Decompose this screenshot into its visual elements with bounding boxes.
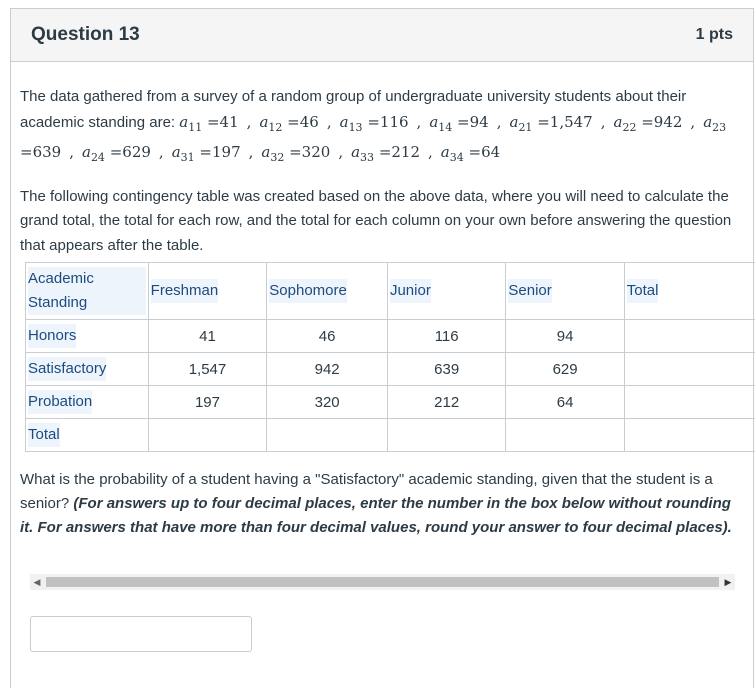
survey-values: $a_{11} =41$ , $a_{12} =46$ , $a_{13} =116$ , $a_{14} =94$ , $a_{21} =1,547$ , $a_{22} =942$ , $a_{23} =639$ , $a_{24} =629$ , $a_{31} =197$ , $a_{32} =320$ , $a_{33} =212$ , $a_{34} =64$ [20, 114, 726, 162]
table-cell [624, 386, 755, 419]
table-header-row [26, 263, 755, 320]
column-header: Sophomore [267, 263, 388, 320]
row-label-cell: Honors [26, 320, 149, 353]
survey-value: $a_{11} =41$ [179, 113, 238, 131]
question-text [20, 468, 732, 540]
table-cell: 942 [267, 353, 388, 386]
column-header: Senior [506, 263, 624, 320]
survey-value: $a_{22} =942$ [614, 113, 683, 131]
intro-lead: The data gathered from a survey of a random group of undergraduate university students about their academic standing are: [20, 88, 686, 131]
table-cell: 41 [148, 320, 267, 353]
corner-label: Academic Standing [28, 267, 146, 315]
table-cell [624, 320, 755, 353]
survey-value: $a_{21} =1,547$ [509, 113, 592, 131]
table-row [26, 353, 755, 386]
table-cell: 64 [506, 386, 624, 419]
scroll-left-icon[interactable]: ◀ [30, 574, 44, 590]
table-cell [387, 419, 505, 452]
question-prompt: What is the probability of a student having a "Satisfactory" academic standing, given that the student is a senior? [20, 471, 713, 512]
column-header: Total [624, 263, 755, 320]
table-cell: 639 [387, 353, 505, 386]
table-cell [506, 419, 624, 452]
table-cell: 212 [387, 386, 505, 419]
survey-value: $a_{13} =116$ [340, 113, 409, 131]
table-row [26, 320, 755, 353]
survey-value: $a_{24} =629$ [82, 143, 151, 161]
survey-value: $a_{32} =320$ [261, 143, 330, 161]
table-total-row [26, 419, 755, 452]
table-cell: 1,547 [148, 353, 267, 386]
question-body [20, 85, 732, 258]
table-cell: 46 [267, 320, 388, 353]
scroll-right-icon[interactable]: ▶ [721, 574, 735, 590]
table-cell [267, 419, 388, 452]
row-label-cell: Satisfactory [26, 353, 149, 386]
intro-paragraph [20, 85, 732, 171]
question-points: 1 pts [696, 26, 733, 44]
survey-value: $a_{14} =94$ [429, 113, 488, 131]
table-cell [624, 353, 755, 386]
instructions-paragraph: The following contingency table was created based on the above data, where you will need to calculate the grand total, the total for each row, and the total for each column on your own before answering the question that appears after the table. [20, 185, 732, 259]
row-label-cell: Probation [26, 386, 149, 419]
table-cell: 320 [267, 386, 388, 419]
survey-value: $a_{31} =197$ [172, 143, 241, 161]
question-header [11, 9, 753, 62]
table-cell [148, 419, 267, 452]
question-title: Question 13 [31, 24, 140, 46]
survey-value: $a_{33} =212$ [351, 143, 420, 161]
horizontal-scrollbar[interactable] [30, 574, 735, 590]
scrollbar-thumb[interactable] [46, 577, 719, 587]
survey-value: $a_{12} =46$ [259, 113, 318, 131]
survey-value: $a_{34} =64$ [441, 143, 500, 161]
corner-cell [26, 263, 149, 320]
survey-value: $a_{23} =639$ [20, 113, 726, 162]
column-header: Junior [387, 263, 505, 320]
column-header: Freshman [148, 263, 267, 320]
table-cell [624, 419, 755, 452]
answer-input[interactable] [30, 616, 252, 652]
question-note: (For answers up to four decimal places, enter the number in the box below without rounding it. For answers that have more than four decimal values, round your answer to four decimal places). [20, 495, 732, 536]
contingency-table [25, 262, 755, 452]
row-label-cell: Total [26, 419, 149, 452]
table-cell: 197 [148, 386, 267, 419]
table-cell: 629 [506, 353, 624, 386]
table-row [26, 386, 755, 419]
table-cell: 116 [387, 320, 505, 353]
table-cell: 94 [506, 320, 624, 353]
